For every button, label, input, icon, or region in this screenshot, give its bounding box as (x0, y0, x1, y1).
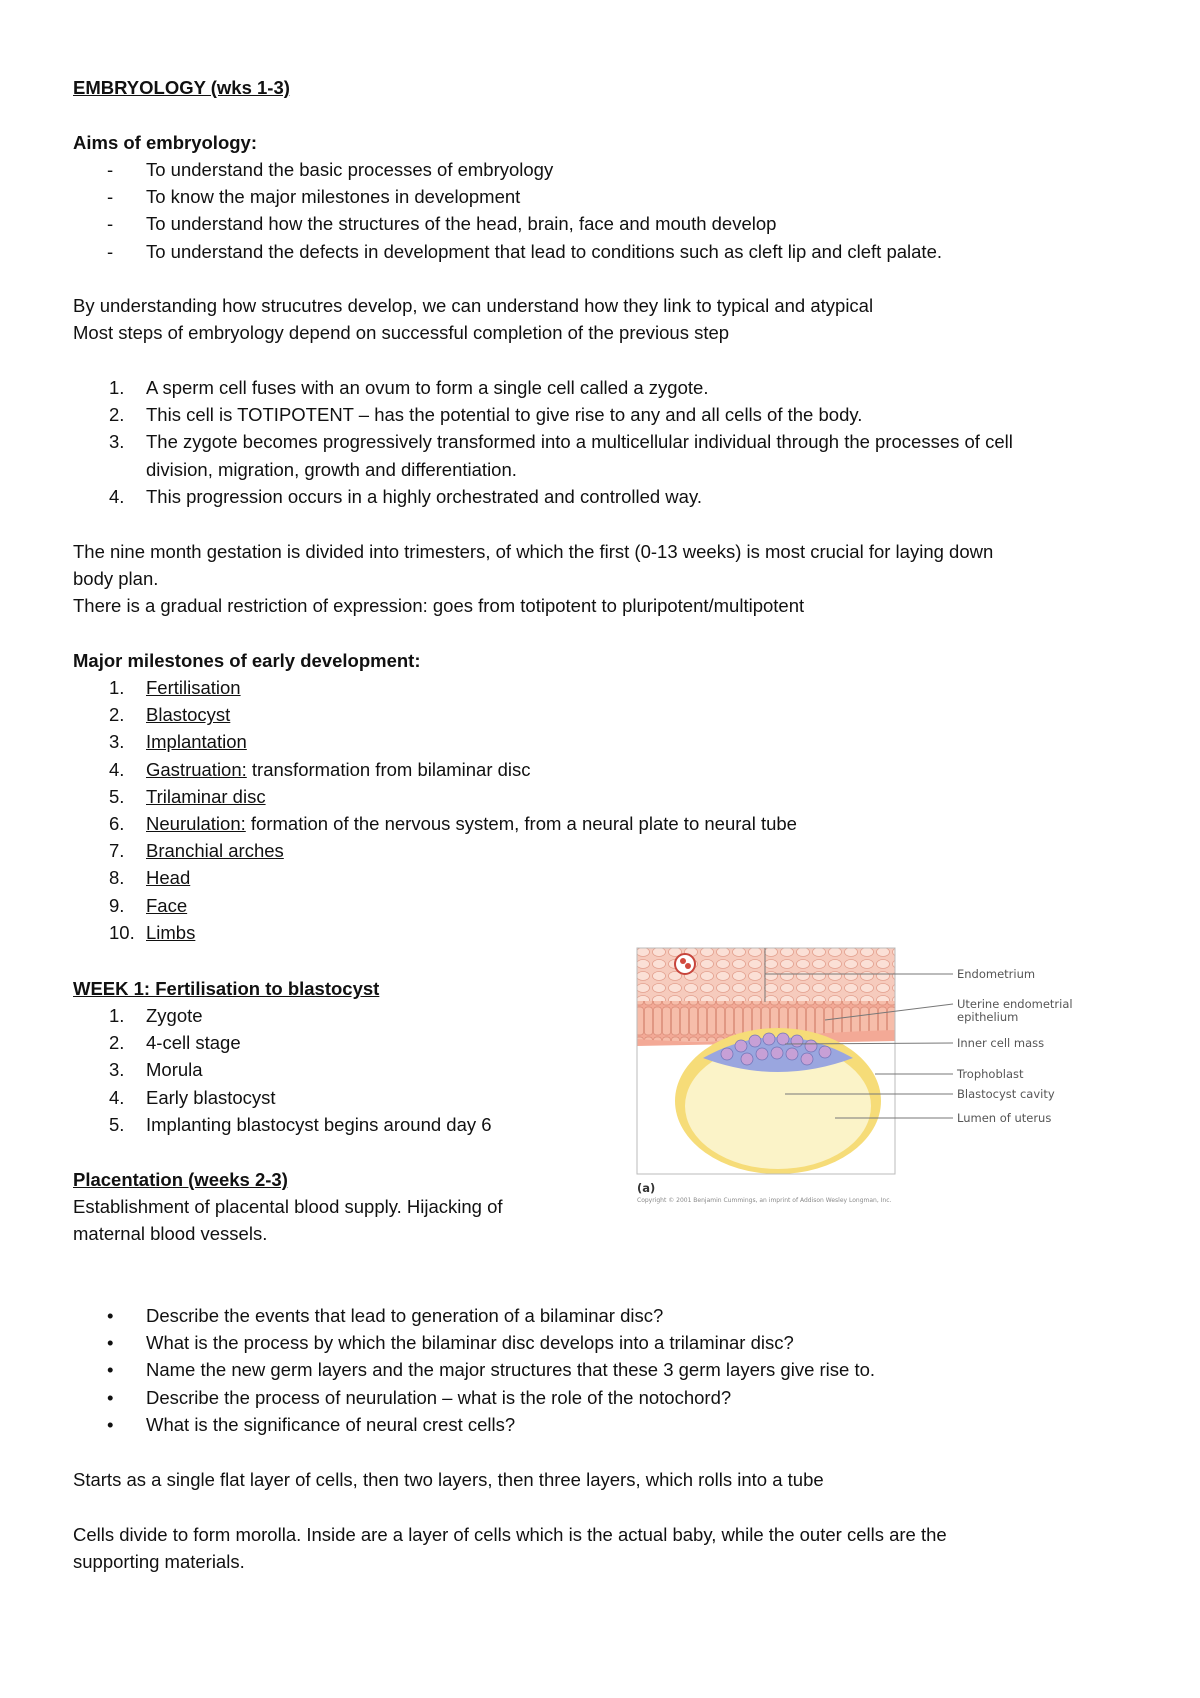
figure-label-trophoblast: Trophoblast (957, 1067, 1024, 1081)
endometrium-tissue (637, 948, 895, 1003)
aims-list (73, 156, 942, 265)
list-item: • Describe the process of neurulation – what is the role of the notochord? (73, 1384, 875, 1411)
list-item: 5. Implanting blastocyst begins around day 6 (109, 1113, 492, 1135)
bullet-marker: • (107, 1413, 114, 1435)
list-item: 8. Head (109, 867, 191, 889)
summary-line: Starts as a single flat layer of cells, then two layers, then three layers, which rolls into a tube (73, 1469, 824, 1490)
bullet-marker: • (107, 1332, 114, 1354)
gestation-line: body plan. (73, 568, 159, 589)
dash-marker: - (107, 186, 114, 208)
placentation-line: Establishment of placental blood supply. Hijacking of (73, 1196, 503, 1217)
list-item: 5. Trilaminar disc (109, 785, 266, 807)
figure-label-lumen: Lumen of uterus (957, 1111, 1052, 1125)
list-item: - To know the major milestones in development (73, 183, 942, 210)
milestones-list (73, 674, 797, 946)
list-item: 3. The zygote becomes progressively transformed into a multicellular individual through the processes of cell (109, 431, 1013, 453)
figure-panel-label: (a) (637, 1181, 656, 1195)
list-item: 4. Gastruation: transformation from bilaminar disc (109, 758, 531, 780)
intro-line: Most steps of embryology depend on successful completion of the previous step (73, 322, 730, 343)
summary-line: Cells divide to form morolla. Inside are a layer of cells which is the actual baby, while the outer cells are the (73, 1524, 947, 1545)
week1-list (73, 1002, 492, 1138)
list-item: • What is the significance of neural crest cells? (73, 1411, 875, 1438)
bullet-marker: • (107, 1305, 114, 1326)
list-item: 7. Branchial arches (109, 840, 284, 862)
list-item: 10. Limbs (109, 921, 196, 943)
list-item: 6. Neurulation: formation of the nervous system, from a neural plate to neural tube (109, 813, 797, 835)
figure-label-endometrium: Endometrium (957, 967, 1036, 981)
aims-heading: Aims of embryology: (73, 132, 257, 153)
gestation-line: There is a gradual restriction of expression: goes from totipotent to pluripotent/multipotent (73, 595, 805, 616)
placentation-line: maternal blood vessels. (73, 1223, 268, 1244)
dash-marker: - (107, 240, 114, 262)
figure-label-inner-cell-mass: Inner cell mass (957, 1036, 1045, 1050)
figure-label-blastocyst-cavity: Blastocyst cavity (957, 1087, 1055, 1101)
list-item-continuation: division, migration, growth and differentiation. (146, 458, 517, 480)
list-item: • Name the new germ layers and the major structures that these 3 germ layers give rise to. (73, 1356, 875, 1383)
questions-list (73, 1302, 875, 1438)
figure-copyright: Copyright © 2001 Benjamin Cummings, an imprint of Addison Wesley Longman, Inc. (637, 1197, 892, 1204)
intro-line: By understanding how strucutres develop, we can understand how they link to typical and atypical (73, 295, 874, 316)
dash-marker: - (107, 213, 114, 235)
milestones-heading: Major milestones of early development: (73, 650, 421, 671)
list-item: 4. This progression occurs in a highly orchestrated and controlled way. (109, 485, 702, 507)
document-title: EMBRYOLOGY (wks 1-3) (73, 77, 290, 98)
bullet-marker: • (107, 1386, 114, 1408)
blastocyst-implantation-figure (635, 946, 1090, 1206)
list-item: • What is the process by which the bilaminar disc develops into a trilaminar disc? (73, 1329, 875, 1356)
list-item: - To understand the defects in development that lead to conditions such as cleft lip and cleft palate. (73, 238, 942, 265)
list-item: 2. This cell is TOTIPOTENT – has the potential to give rise to any and all cells of the body. (109, 404, 863, 426)
placentation-heading: Placentation (weeks 2-3) (73, 1169, 288, 1190)
list-item: 2. 4-cell stage (109, 1032, 241, 1054)
figure-label-epithelium-2: epithelium (957, 1010, 1019, 1024)
steps-list (73, 374, 1013, 510)
list-item: 3. Implantation (109, 731, 247, 753)
list-item: - To understand the basic processes of embryology (73, 156, 942, 183)
list-item: 4. Early blastocyst (109, 1086, 276, 1108)
gestation-line: The nine month gestation is divided into trimesters, of which the first (0-13 weeks) is most crucial for laying down (73, 541, 994, 562)
list-item: 1. Zygote (109, 1005, 203, 1026)
list-item: 1. Fertilisation (109, 677, 241, 698)
summary-line: supporting materials. (73, 1551, 245, 1572)
list-item: - To understand how the structures of the head, brain, face and mouth develop (73, 210, 942, 237)
dash-marker: - (107, 159, 114, 180)
list-item: 9. Face (109, 894, 188, 916)
list-item: 2. Blastocyst (109, 704, 231, 726)
list-item: • Describe the events that lead to generation of a bilaminar disc? (73, 1302, 875, 1329)
figure-label-epithelium: Uterine endometrial (957, 997, 1073, 1011)
week1-heading: WEEK 1: Fertilisation to blastocyst (73, 978, 380, 999)
list-item: 1. A sperm cell fuses with an ovum to form a single cell called a zygote. (109, 377, 709, 398)
list-item: 3. Morula (109, 1059, 203, 1081)
bullet-marker: • (107, 1359, 114, 1381)
blood-vessel (675, 954, 695, 974)
